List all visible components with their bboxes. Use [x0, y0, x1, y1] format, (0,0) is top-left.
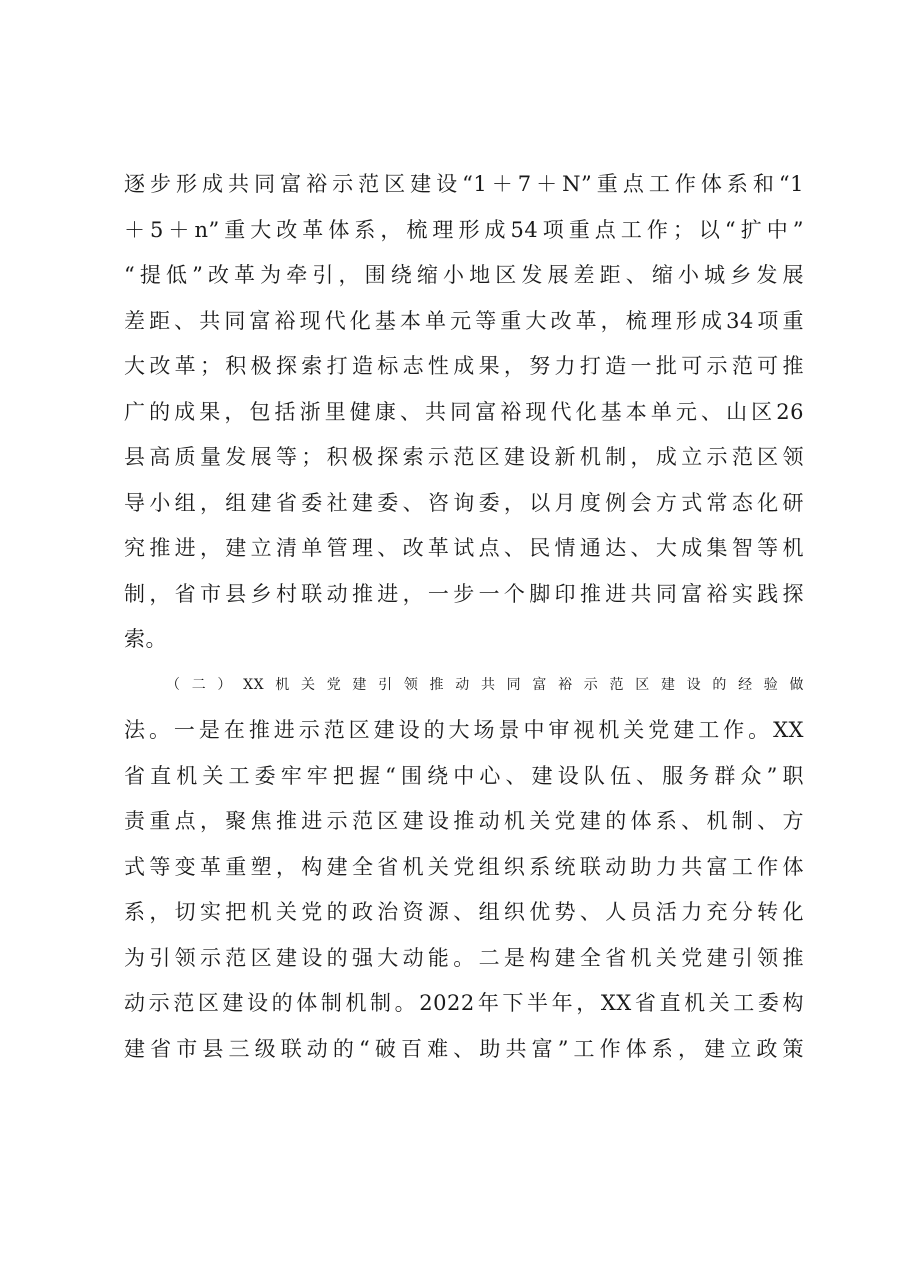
- text-line: 建省市县三级联动的“破百难、助共富”工作体系，建立政策: [124, 1036, 804, 1061]
- text-line: 省直机关工委牢牢把握“围绕中心、建设队伍、服务群众”职: [124, 763, 804, 788]
- text-line: 法。一是在推进示范区建设的大场景中审视机关党建工作。XX: [124, 718, 804, 742]
- text-line: 导小组，组建省委社建委、咨询委，以月度例会方式常态化研: [124, 490, 804, 515]
- text-line: 究推进，建立清单管理、改革试点、民情通达、大成集智等机: [124, 536, 804, 560]
- text-line: 系，切实把机关党的政治资源、组织优势、人员活力充分转化: [124, 900, 804, 924]
- text-line: 县高质量发展等；积极探索示范区建设新机制，成立示范区领: [124, 445, 804, 469]
- text-line: “提低”改革为牵引，围绕缩小地区发展差距、缩小城乡发展: [124, 263, 804, 287]
- text-line: 责重点，聚焦推进示范区建设推动机关党建的体系、机制、方: [124, 809, 804, 833]
- document-body: [124, 162, 804, 1072]
- text-line: 为引领示范区建设的强大动能。二是构建全省机关党建引领推: [124, 945, 804, 970]
- text-line: 逐步形成共同富裕示范区建设“1＋7＋N”重点工作体系和“1: [124, 172, 804, 196]
- text-line: ＋5＋n”重大改革体系，梳理形成54项重点工作；以“扩中”: [124, 217, 804, 242]
- text-line: 制，省市县乡村联动推进，一步一个脚印推进共同富裕实践探: [124, 581, 804, 606]
- text-line: 式等变革重塑，构建全省机关党组织系统联动助力共富工作体: [124, 854, 804, 879]
- text-line: 动示范区建设的体制机制。2022年下半年，XX省直机关工委构: [124, 991, 804, 1015]
- section-heading-line: （二）XX机关党建引领推动共同富裕示范区建设的经验做: [166, 676, 804, 693]
- text-line: 大改革；积极探索打造标志性成果，努力打造一批可示范可推: [124, 354, 804, 378]
- text-line: 广的成果，包括浙里健康、共同富裕现代化基本单元、山区26: [124, 399, 804, 424]
- paragraph-end-line: 索。: [124, 627, 167, 651]
- text-line: 差距、共同富裕现代化基本单元等重大改革，梳理形成34项重: [124, 308, 804, 333]
